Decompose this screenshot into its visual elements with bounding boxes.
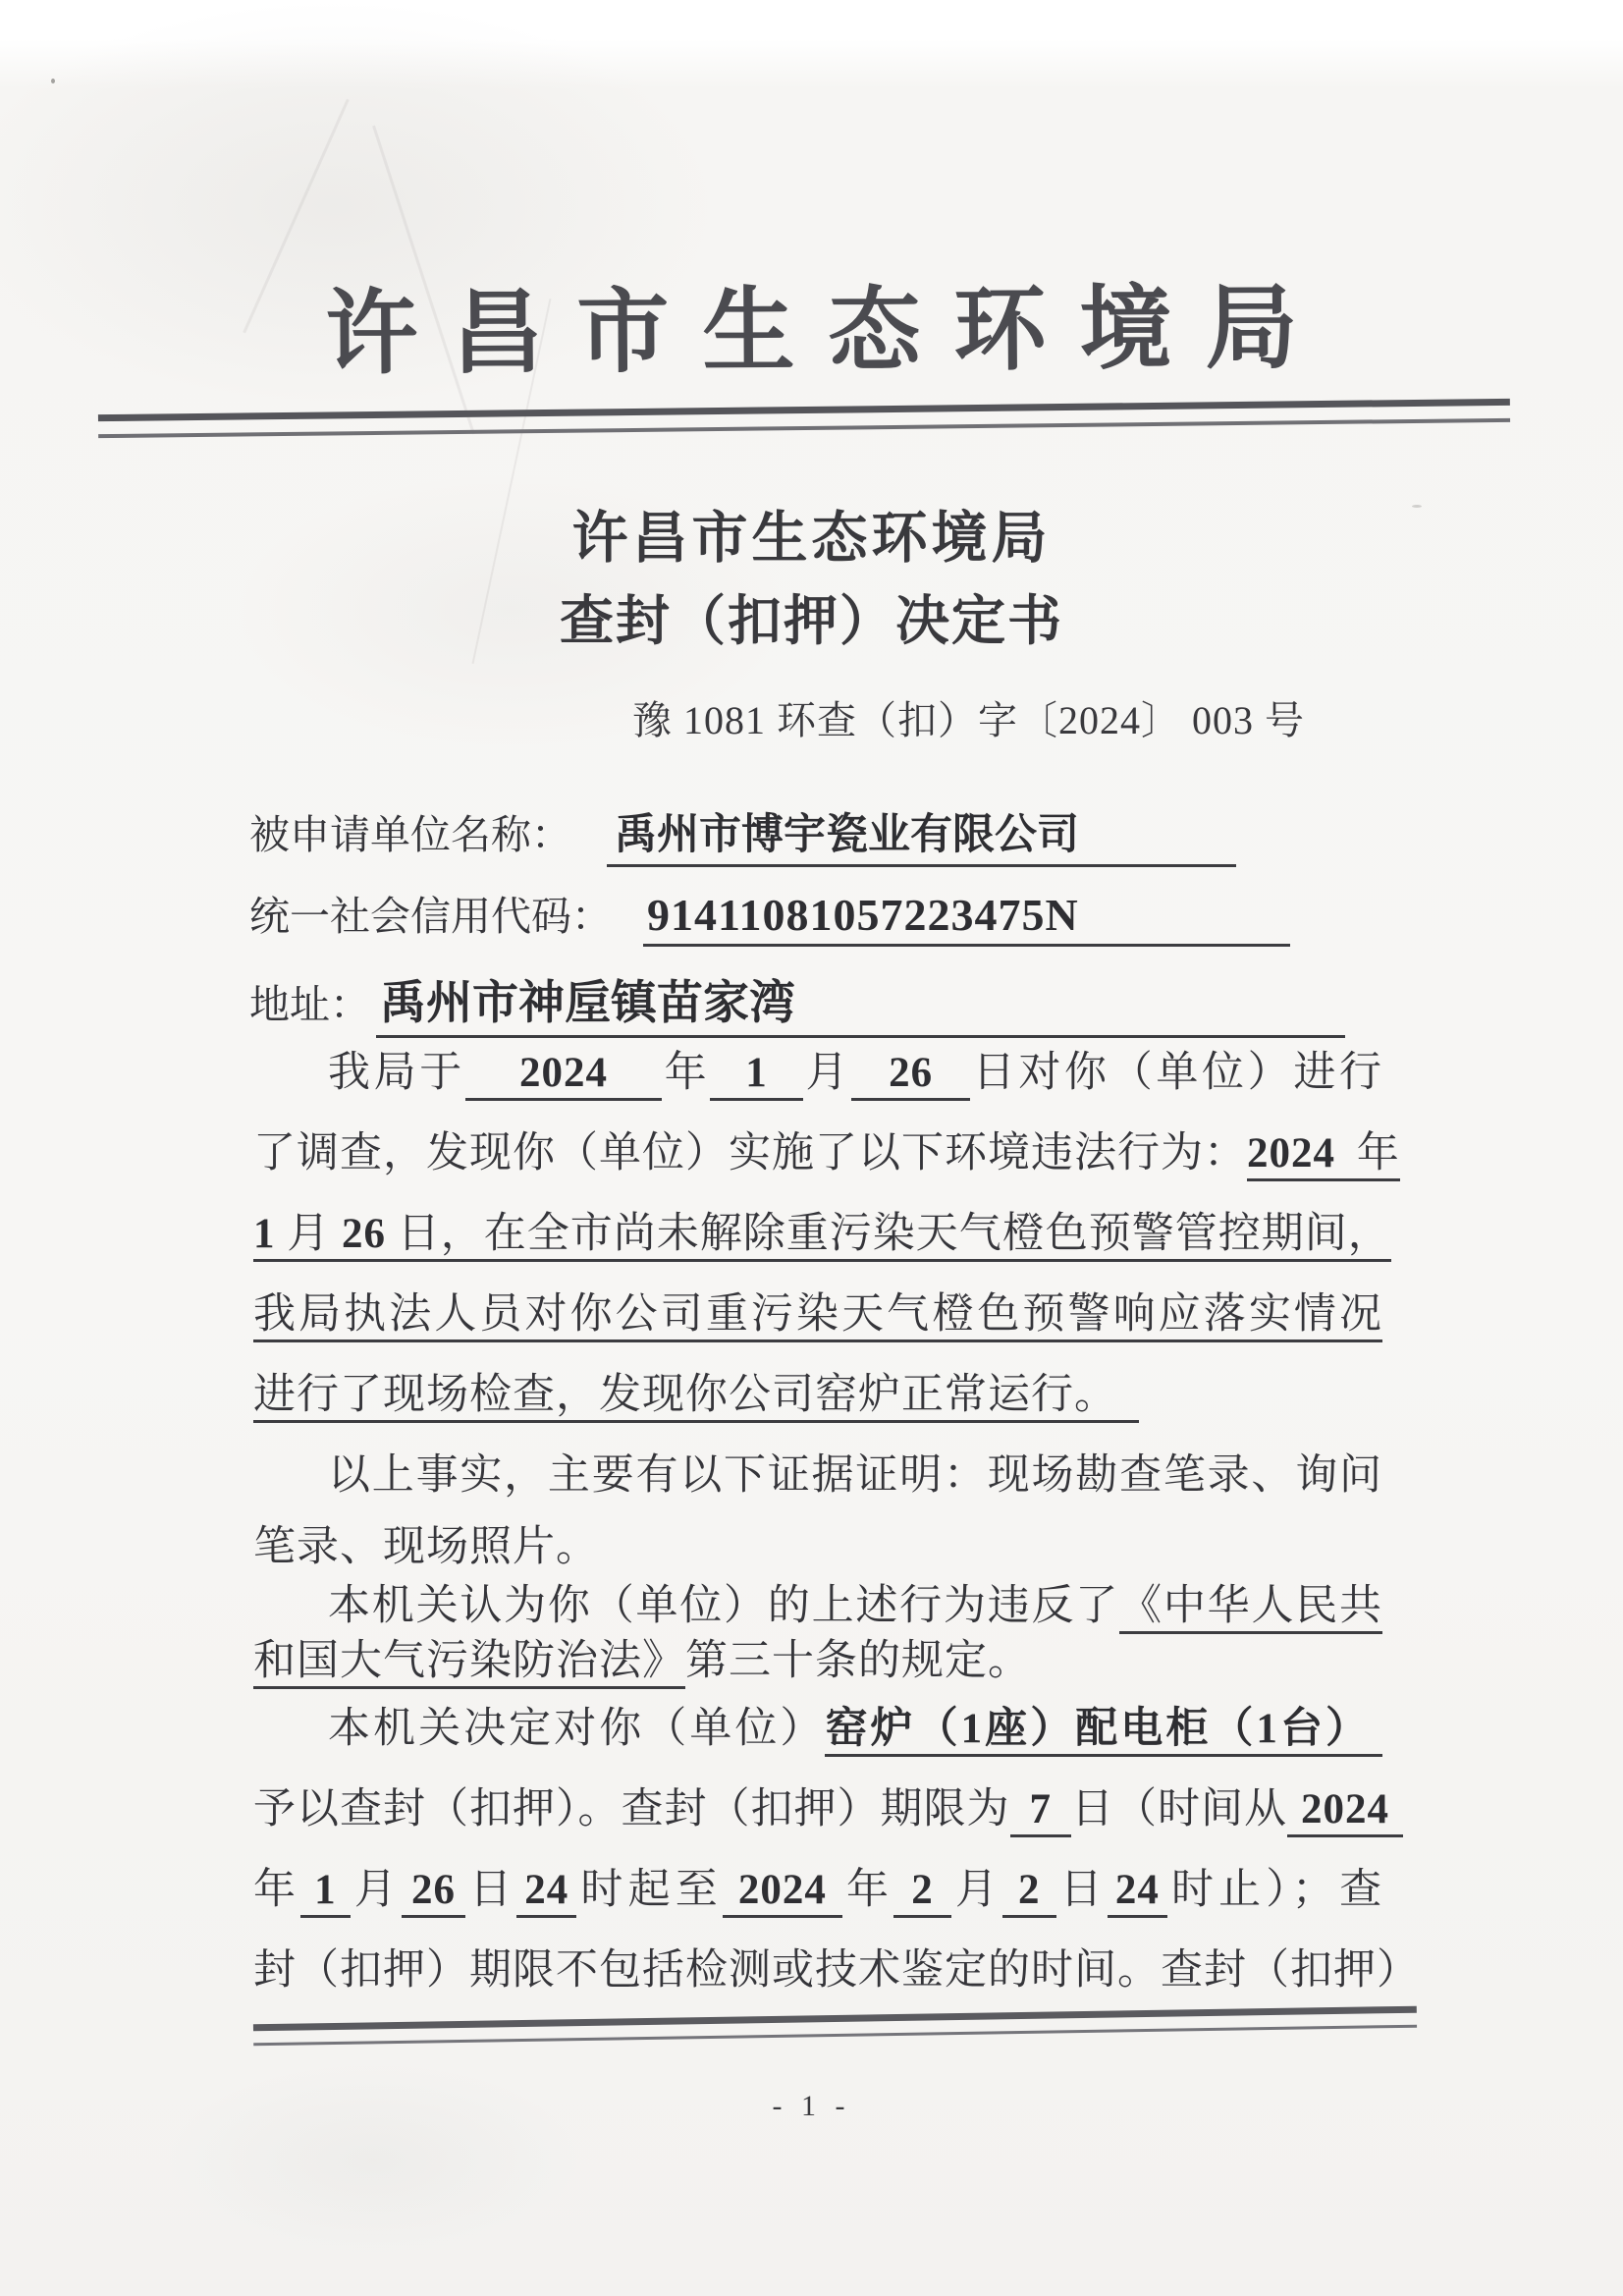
body-line (253, 1850, 1382, 1931)
filled-in-value: 2024 (465, 1050, 662, 1101)
field-company-name-value: 禹州市博宇瓷业有限公司 (607, 801, 1236, 867)
filled-in-value: 窑炉（1座）配电柜（1台） (825, 1706, 1382, 1757)
field-company-name-label: 被申请单位名称： (249, 812, 571, 857)
preprinted-text: 予以查封（扣押）。查封（扣押）期限为 (253, 1786, 1010, 1832)
field-credit-code-value: 91411081057223475N (643, 889, 1290, 947)
body-line (253, 1114, 1400, 1194)
field-company-name (249, 801, 1236, 867)
preprinted-text: 年 (1345, 1130, 1400, 1181)
preprinted-text: 日对你（单位）进行 (970, 1050, 1382, 1096)
preprinted-text: 时起至 (576, 1867, 723, 1913)
preprinted-text: 封（扣押）期限不包括检测或技术鉴定的时间。查封（扣押） (253, 1947, 1420, 1994)
document-reference-number: 豫 1081 环查（扣）字〔2024〕 003 号 (632, 698, 1305, 742)
preprinted-text: 年 (253, 1867, 301, 1913)
preprinted-text: 日 (1055, 1867, 1108, 1913)
filled-in-value: 26 (342, 1211, 386, 1262)
field-credit-code (249, 884, 1290, 947)
field-credit-code-label: 统一社会信用代码： (249, 894, 612, 939)
footer-divider (253, 2006, 1417, 2047)
body-line (253, 1194, 1391, 1275)
preprinted-text: 我局于 (328, 1050, 465, 1096)
preprinted-text: 进行了现场检查，发现你公司窑炉正常运行。 (253, 1372, 1139, 1423)
page-number: - 1 - (772, 2090, 851, 2122)
preprinted-text: 月 (950, 1867, 1003, 1913)
preprinted-text: 以上事实，主要有以下证据证明：现场勘查笔录、询问 (328, 1452, 1382, 1499)
field-address (249, 966, 1345, 1038)
preprinted-text: 时止）；查 (1166, 1867, 1383, 1913)
filled-in-value: 2024 (1247, 1130, 1345, 1181)
preprinted-text: 日，在全市尚未解除重污染天气橙色预警管控期间， (386, 1211, 1391, 1262)
preprinted-text: 了调查，发现你（单位）实施了以下环境违法行为： (253, 1130, 1247, 1176)
body-line (253, 1689, 1382, 1770)
filled-in-value: 1 (300, 1867, 351, 1918)
preprinted-text: 笔录、现场照片。 (253, 1524, 599, 1570)
filled-in-value: 2 (1002, 1867, 1056, 1918)
body-line (253, 1931, 1420, 2011)
preprinted-text: 年 (661, 1050, 711, 1096)
body-line (253, 1770, 1389, 1850)
body-line (253, 1634, 1382, 1689)
preprinted-text: 和国大气污染防治法》 (253, 1638, 685, 1689)
preprinted-text: 第三十条的规定。 (685, 1638, 1031, 1684)
document-title-agency: 许昌市生态环境局 (571, 508, 1052, 570)
filled-in-value: 26 (402, 1867, 465, 1918)
body-line (253, 1579, 1382, 1634)
preprinted-text: 《中华人民共 (1119, 1583, 1382, 1634)
filled-in-value: 24 (516, 1867, 576, 1918)
filled-in-value: 26 (851, 1050, 970, 1101)
letterhead-divider (98, 399, 1510, 438)
letterhead-divider-thin-line (98, 418, 1510, 438)
preprinted-text: 日（时间从 (1071, 1786, 1287, 1832)
letterhead-divider-thick-line (98, 399, 1510, 421)
preprinted-text: 月 (350, 1867, 402, 1913)
body-line (253, 1275, 1382, 1355)
scan-speck (51, 79, 55, 83)
preprinted-text: 月 (802, 1050, 852, 1096)
body-line (253, 1516, 1382, 1579)
preprinted-text: 日 (464, 1867, 517, 1913)
letterhead-agency-title: 许昌市生态环境局 (325, 277, 1331, 387)
filled-in-value: 7 (1010, 1786, 1072, 1837)
preprinted-text: 我局执法人员对你公司重污染天气橙色预警响应落实情况 (253, 1291, 1382, 1342)
field-address-label: 地址： (249, 982, 370, 1027)
filled-in-value: 2024 (723, 1867, 842, 1918)
body-line (253, 1436, 1382, 1516)
preprinted-text: 本机关认为你（单位）的上述行为违反了 (328, 1583, 1120, 1629)
filled-in-value: 1 (710, 1050, 803, 1101)
filled-in-value: 1 (253, 1211, 276, 1262)
document-title-type: 查封（扣押）决定书 (559, 591, 1063, 651)
body-lines (253, 1033, 1420, 2011)
filled-in-value: 2 (893, 1867, 951, 1918)
preprinted-text: 本机关决定对你（单位） (328, 1706, 826, 1752)
filled-in-value: 24 (1108, 1867, 1167, 1918)
filled-in-value: 2024 (1287, 1786, 1403, 1837)
body-line (253, 1033, 1382, 1114)
preprinted-text: 年 (841, 1867, 894, 1913)
field-address-value: 禹州市神垕镇苗家湾 (376, 966, 1345, 1038)
preprinted-text: 月 (276, 1211, 343, 1262)
body-line (253, 1355, 1382, 1436)
